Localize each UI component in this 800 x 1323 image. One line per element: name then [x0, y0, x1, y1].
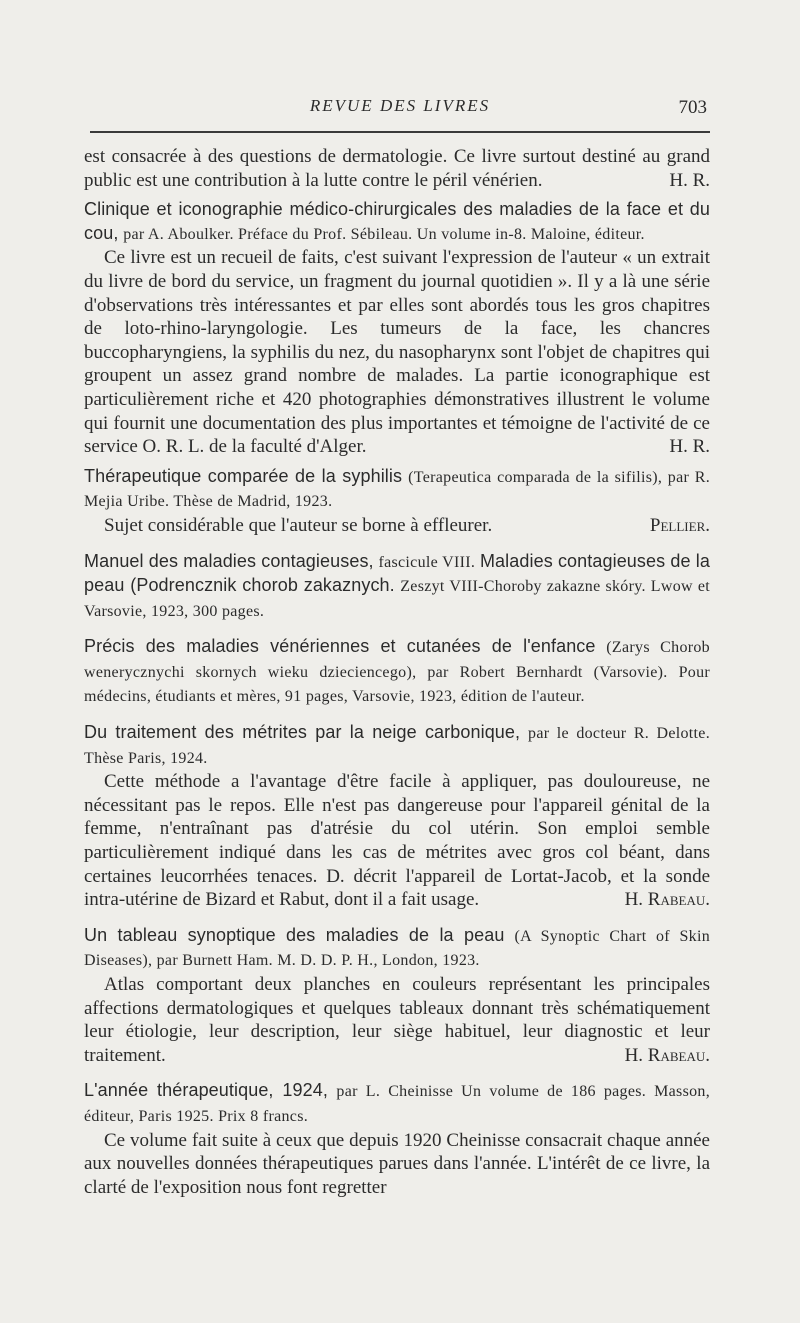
review-entry: [84, 198, 710, 459]
intro-paragraph: [84, 145, 710, 192]
entry-heading: [84, 550, 710, 624]
header-rule: [90, 131, 710, 133]
intro-text: est consacrée à des questions de dermatologie. Ce livre surtout destiné au grand public est une contribution à la lutte contre le péril vénérien.: [84, 146, 710, 191]
entry-title: Précis des maladies vénériennes et cutanées de l'enfance: [84, 636, 596, 657]
page-number: 703: [678, 97, 707, 118]
review-entry: [84, 550, 710, 624]
entry-review-text: Ce volume fait suite à ceux que depuis 1920 Cheinisse consacrait chaque année aux nouvelles données thérapeutiques parues dans l'année. L'intérêt de ce livre, la clarté de l'exposition nous font regretter: [84, 1129, 710, 1198]
entry-title: Thérapeutique comparée de la syphilis: [84, 465, 403, 486]
intro-signature: H. R.: [669, 169, 710, 191]
review-entry: [84, 1079, 710, 1199]
entry-signature: H. Rabeau.: [624, 889, 710, 911]
entry-review: [84, 246, 710, 458]
entry-subreference: Zeszyt VIII-Choroby zakazne skóry. Lwow et Varsovie, 1923, 300 pages.: [84, 578, 711, 620]
entry-signature: H. R.: [669, 436, 710, 458]
entry-review: [84, 770, 710, 912]
review-entry: [84, 635, 710, 709]
entry-review: [84, 973, 710, 1067]
entry-review-text: Ce livre est un recueil de faits, c'est suivant l'expression de l'auteur « un extrait du livre de bord du service, un fragment du journal quotidien ». Il y a là une série d'observations très intéressantes et par elles sont abordés tous les gros chapitres de loto-rhino-laryngologie. Les tumeurs de la face, les chancres buccopharyngiens, la syphilis du nez, du nasopharynx sont l'objet de chapitres qui groupent un assez grand nombre de malades. La partie iconographique est particulièrement riche et 420 photographies démonstratives illustrent le volume qui fournit une documentation des plus importantes et témoigne de l'activité de ce service O. R. L. de la faculté d'Alger.: [84, 247, 710, 458]
entry-reference: par le docteur R. Delotte. Thèse Paris, 1924.: [84, 725, 710, 767]
entry-reference: par L. Cheinisse Un volume de 186 pages. Masson, éditeur, Paris 1925. Prix 8 francs.: [84, 1083, 711, 1125]
entry-title: Clinique et iconographie médico-chirurgicales des maladies de la face et du cou,: [84, 199, 710, 243]
entry-subtitle: Maladies contagieuses de la peau (Podrencznik chorob zakaznych.: [84, 550, 710, 596]
entry-review-text: Cette méthode a l'avantage d'être facile à appliquer, pas douloureuse, ne nécessitant pas le repos. Elle n'est pas dangereuse pour l'appareil génital de la femme, n'entraînant pas d'atrésie du col utérin. Son emploi semble particulièrement indiqué dans les cas de métrites avec gros col béant, dans certaines leucorrhées tenaces. D. décrit l'appareil de Lortat-Jacob, et la sonde intra-utérine de Bizard et Rabut, dont il a fait usage.: [84, 771, 710, 911]
entry-review: [84, 514, 710, 538]
entry-title: Manuel des maladies contagieuses,: [84, 550, 374, 571]
review-entry: [84, 721, 710, 912]
entry-reference: (Terapeutica comparada de la sifilis), par R. Mejia Uribe. Thèse de Madrid, 1923.: [84, 468, 711, 511]
review-column: [84, 145, 710, 1199]
entry-reference: par A. Aboulker. Préface du Prof. Sébileau. Un volume in-8. Maloine, éditeur.: [123, 225, 645, 243]
entry-heading: [84, 924, 710, 973]
entry-review-text: Atlas comportant deux planches en couleurs représentant les principales affections dermatologiques et quelques tableaux donnant très schématiquement leur étiologie, leur description, leur siège habituel, leur diagnostic et leur traitement.: [84, 974, 710, 1066]
entry-heading: [84, 198, 710, 246]
entry-title: Un tableau synoptique des maladies de la peau: [84, 924, 505, 945]
entry-reference: fascicule VIII.: [378, 553, 476, 571]
entry-title: Du traitement des métrites par la neige carbonique,: [84, 722, 521, 743]
entry-signature: H. Rabeau.: [624, 1044, 710, 1066]
entry-reference: (A Synoptic Chart of Skin Diseases), par Burnett Ham. M. D. D. P. H., London, 1923.: [84, 927, 711, 970]
entry-heading: [84, 465, 710, 514]
entry-signature: Pellier.: [649, 514, 710, 536]
entry-reference: (Zarys Chorob wenerycznychi skornych wieku dzieciencego), par Robert Bernhardt (Varsovie). Pour médecins, étudiants et mères, 91 pages, Varsovie, 1923, édition de l'auteur.: [84, 639, 710, 706]
entry-heading: [84, 1079, 710, 1128]
review-entry: [84, 465, 710, 538]
entry-review-text: Sujet considérable que l'auteur se borne à effleurer.: [104, 514, 493, 536]
entry-heading: [84, 635, 710, 709]
running-head: REVUE DES LIVRES: [309, 96, 491, 115]
entry-title: L'année thérapeutique, 1924,: [84, 1080, 328, 1101]
entry-heading: [84, 721, 710, 770]
entry-review: [84, 1129, 710, 1200]
review-entry: [84, 924, 710, 1068]
